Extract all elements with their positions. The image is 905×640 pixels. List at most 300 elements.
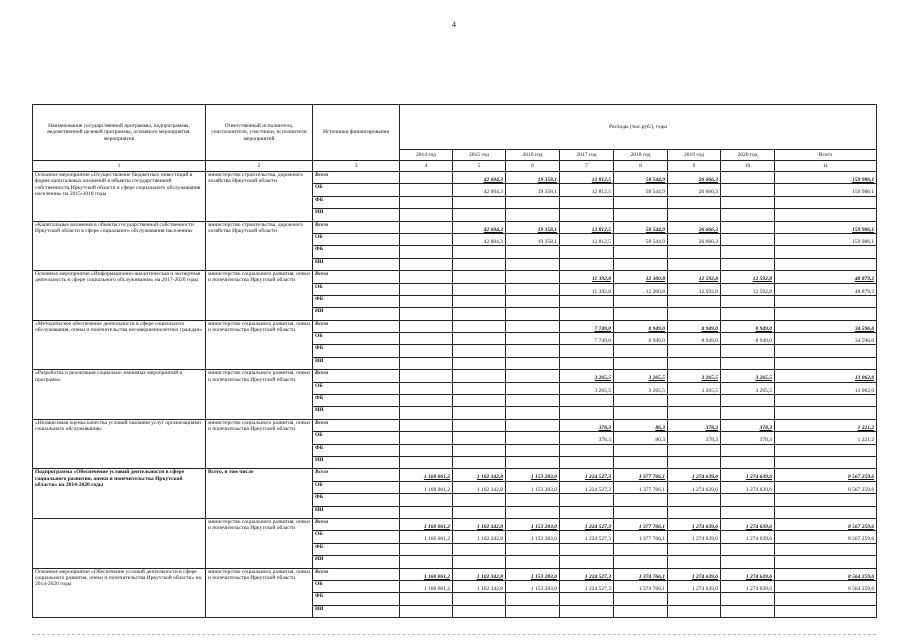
amount-cell [506,271,560,283]
executor-cell: министерство социального развития, опеки и попечительства Иркутской области [206,320,313,370]
header-year: 2017 год [560,150,614,161]
amount-cell [775,543,877,555]
amount-cell [668,345,721,357]
amount-cell [453,407,506,419]
amount-cell [775,444,877,456]
amount-cell [400,370,453,382]
amount-cell [560,556,614,568]
amount-cell [614,246,668,258]
amount-cell: 34 596,0 [775,333,877,345]
amount-cell [453,444,506,456]
amount-cell [775,605,877,617]
amount-cell: 1 274 639,6 [668,568,721,580]
amount-cell [400,432,453,444]
table-body [33,172,877,618]
amount-cell: 1 102 342,8 [453,481,506,493]
amount-cell [775,308,877,320]
amount-cell [668,258,721,270]
source-cell: Всего [313,469,400,481]
amount-cell: 1 377 766,1 [614,481,668,493]
amount-cell: 1 224 527,3 [560,568,614,580]
amount-cell [560,357,614,369]
amount-cell [400,357,453,369]
amount-cell [506,196,560,208]
amount-cell [668,196,721,208]
amount-cell: 1 160 061,2 [400,531,453,543]
amount-cell: 8 564 259,6 [775,568,877,580]
column-number: 8 [614,161,668,172]
amount-cell [668,456,721,468]
column-number: 9 [668,161,721,172]
header-expenses: Расходы (тыс.руб.), годы [400,105,877,150]
amount-cell: 159 986,1 [775,184,877,196]
source-cell: ИИ [313,506,400,518]
amount-cell: 1 224 527,3 [560,481,614,493]
amount-cell [400,233,453,245]
amount-cell [721,184,775,196]
amount-cell [400,456,453,468]
amount-cell [506,308,560,320]
source-cell: ФБ [313,196,400,208]
amount-cell: 3 265,5 [560,382,614,394]
amount-cell [506,556,560,568]
source-cell: ОБ [313,432,400,444]
amount-cell [721,543,775,555]
amount-cell [400,382,453,394]
amount-cell: 1 274 639,6 [721,518,775,530]
amount-cell [668,506,721,518]
amount-cell [506,345,560,357]
table-row [33,469,877,481]
source-cell: ОБ [313,382,400,394]
header-year: 2020 год [721,150,775,161]
source-cell: ОБ [313,184,400,196]
amount-cell [668,605,721,617]
amount-cell [721,407,775,419]
amount-cell: 1 274 639,6 [721,469,775,481]
amount-cell: 1 160 061,2 [400,481,453,493]
amount-cell [560,246,614,258]
amount-cell [721,308,775,320]
amount-cell [506,605,560,617]
amount-cell [400,407,453,419]
amount-cell [614,556,668,568]
amount-cell [721,395,775,407]
amount-cell [775,357,877,369]
amount-cell [453,258,506,270]
amount-cell [506,333,560,345]
table-row [33,221,877,233]
amount-cell [453,593,506,605]
amount-cell: 12 592,8 [668,283,721,295]
amount-cell: 1 374 766,1 [614,568,668,580]
amount-cell: 378,3 [721,432,775,444]
amount-cell [400,209,453,221]
amount-cell [721,593,775,605]
amount-cell [560,593,614,605]
amount-cell [775,407,877,419]
amount-cell [453,432,506,444]
executor-cell: министерство социального развития, опеки и попечительства Иркутской области [206,419,313,469]
header-year: 2019 год [668,150,721,161]
amount-cell [614,494,668,506]
amount-cell: 378,3 [668,419,721,431]
column-number: 10 [721,161,775,172]
amount-cell [560,258,614,270]
amount-cell [721,221,775,233]
program-name-cell: «Методическое обеспечение деятельности в сфере социального обслуживания, опеки и попечительства несовершеннолетних граждан» [33,320,206,370]
amount-cell: 1 153 283,0 [506,481,560,493]
amount-cell: 86,3 [614,419,668,431]
amount-cell: 11 392,8 [560,271,614,283]
amount-cell [400,320,453,332]
amount-cell [453,320,506,332]
amount-cell [506,432,560,444]
amount-cell [506,295,560,307]
amount-cell: 1 102 342,8 [453,580,506,592]
amount-cell: 3 265,5 [560,370,614,382]
amount-cell: 1 274 639,6 [721,580,775,592]
program-name-cell: Основное мероприятие «Обеспечение условий деятельности в сфере социального развития, опеки и попечительства Иркутской области» на 2014-2020 годы [33,568,206,618]
amount-cell: 1 102 342,8 [453,568,506,580]
amount-cell [668,246,721,258]
amount-cell [614,258,668,270]
source-cell: Всего [313,172,400,184]
amount-cell [506,407,560,419]
amount-cell [560,308,614,320]
header-year: 2015 год [453,150,506,161]
table-row [33,370,877,382]
amount-cell: 26 666,3 [668,184,721,196]
amount-cell: 12 592,8 [668,271,721,283]
amount-cell [614,295,668,307]
amount-cell [453,196,506,208]
amount-cell: 3 265,5 [721,382,775,394]
column-number: 6 [506,161,560,172]
source-cell: ИИ [313,556,400,568]
amount-cell [453,494,506,506]
amount-cell [453,395,506,407]
amount-cell: 8 567 259,6 [775,531,877,543]
amount-cell [453,556,506,568]
executor-cell: министерство социального развития, опеки и попечительства Иркутской области [206,271,313,321]
amount-cell [614,593,668,605]
column-number: 2 [206,161,313,172]
amount-cell: 159 986,1 [775,233,877,245]
column-number: 5 [453,161,506,172]
amount-cell [453,209,506,221]
source-cell: ФБ [313,295,400,307]
amount-cell [400,196,453,208]
amount-cell: 1 160 061,2 [400,469,453,481]
amount-cell [560,345,614,357]
amount-cell: 13 062,0 [775,370,877,382]
amount-cell [775,196,877,208]
amount-cell [775,209,877,221]
program-name-cell: Подпрограмма «Обеспечение условий деятельности в сфере социального развития, опеки и попечительства Иркутской области» на 2014-2020 годы [33,469,206,519]
amount-cell [400,333,453,345]
amount-cell [775,456,877,468]
column-number: 4 [400,161,453,172]
amount-cell [668,444,721,456]
executor-cell: министерство социального развития, опеки и попечительства Иркутской области [206,370,313,420]
source-cell: ФБ [313,593,400,605]
amount-cell: 378,3 [560,432,614,444]
amount-cell: 1 160 061,2 [400,518,453,530]
source-cell: ИИ [313,209,400,221]
source-cell: ФБ [313,345,400,357]
amount-cell [560,444,614,456]
amount-cell [775,395,877,407]
amount-cell: 1 102 342,8 [453,531,506,543]
amount-cell: 1 374 766,1 [614,580,668,592]
amount-cell [668,295,721,307]
amount-cell [775,593,877,605]
amount-cell [453,506,506,518]
amount-cell: 1 153 283,0 [506,469,560,481]
amount-cell: 1 377 766,1 [614,469,668,481]
program-name-cell: «Капитальные вложения в объекты государственной собственности Иркутской области в сфере социального обслуживания населения» [33,221,206,271]
amount-cell [721,233,775,245]
amount-cell [400,258,453,270]
amount-cell: 1 377 766,1 [614,518,668,530]
table-row [33,568,877,580]
amount-cell: 8 564 259,6 [775,580,877,592]
amount-cell [775,345,877,357]
amount-cell [614,357,668,369]
amount-cell: 12 300,8 [614,283,668,295]
amount-cell: 48 879,2 [775,283,877,295]
amount-cell: 1 221,2 [775,419,877,431]
amount-cell: 159 986,1 [775,221,877,233]
amount-cell [721,209,775,221]
amount-cell: 1 153 283,0 [506,518,560,530]
amount-cell [453,246,506,258]
amount-cell [506,506,560,518]
amount-cell [453,283,506,295]
amount-cell: 1 274 639,6 [721,568,775,580]
source-cell: Всего [313,221,400,233]
amount-cell [453,456,506,468]
amount-cell: 19 358,1 [506,233,560,245]
executor-cell: министерство строительства, дорожного хозяйства Иркутской области [206,221,313,271]
amount-cell [668,543,721,555]
header-program: Наименование государственной программы, подпрограммы, ведомственной целевой программы, основного мероприятия, мероприятия [33,105,206,161]
amount-cell: 11 392,8 [560,283,614,295]
amount-cell [721,357,775,369]
amount-cell [453,308,506,320]
source-cell: Всего [313,320,400,332]
amount-cell: 26 666,3 [668,221,721,233]
amount-cell [614,395,668,407]
amount-cell: 3 265,5 [668,370,721,382]
amount-cell: 378,3 [721,419,775,431]
amount-cell [775,506,877,518]
amount-cell [453,382,506,394]
amount-cell: 1 274 639,6 [668,469,721,481]
source-cell: ОБ [313,531,400,543]
source-cell: ОБ [313,283,400,295]
amount-cell: 7 749,0 [560,320,614,332]
table-header [33,105,877,172]
amount-cell [453,295,506,307]
source-cell: ОБ [313,233,400,245]
amount-cell [400,172,453,184]
amount-cell: 12 812,5 [560,172,614,184]
header-year: 2014 год [400,150,453,161]
amount-cell [560,407,614,419]
amount-cell: 1 377 766,1 [614,531,668,543]
amount-cell [721,444,775,456]
program-name-cell: Основное мероприятие «Осуществление бюджетных инвестиций в форме капитальных вложений в объекты государственной собственности Иркутской области в сфере социального обслуживания населения» на 2015-2018 годы [33,172,206,222]
amount-cell: 1 224 527,3 [560,580,614,592]
amount-cell: 7 749,0 [560,333,614,345]
amount-cell [721,494,775,506]
source-cell: ФБ [313,395,400,407]
amount-cell [560,395,614,407]
source-cell: ИИ [313,407,400,419]
amount-cell: 8 567 259,6 [775,481,877,493]
amount-cell [560,506,614,518]
amount-cell [721,345,775,357]
amount-cell [668,395,721,407]
amount-cell: 42 604,3 [453,221,506,233]
header-year: 2016 год [506,150,560,161]
amount-cell: 26 666,3 [668,233,721,245]
expenses-table [32,104,877,618]
amount-cell: 12 812,5 [560,233,614,245]
amount-cell: 1 153 283,0 [506,580,560,592]
amount-cell [668,357,721,369]
amount-cell: 12 592,8 [721,283,775,295]
amount-cell [506,320,560,332]
amount-cell [453,543,506,555]
amount-cell: 8 949,0 [668,333,721,345]
amount-cell [668,308,721,320]
amount-cell: 3 265,5 [721,370,775,382]
source-cell: ИИ [313,456,400,468]
amount-cell: 8 567 259,6 [775,518,877,530]
amount-cell [506,543,560,555]
source-cell: Всего [313,568,400,580]
header-year: 2018 год [614,150,668,161]
amount-cell: 13 062,0 [775,382,877,394]
amount-cell: 42 604,3 [453,233,506,245]
amount-cell: 1 274 639,6 [721,531,775,543]
source-cell: ОБ [313,333,400,345]
amount-cell [560,196,614,208]
amount-cell: 58 544,9 [614,233,668,245]
amount-cell [721,196,775,208]
amount-cell [614,456,668,468]
amount-cell [668,593,721,605]
amount-cell: 3 265,5 [668,382,721,394]
amount-cell: 12 592,8 [721,271,775,283]
amount-cell [560,605,614,617]
amount-cell: 1 102 342,8 [453,518,506,530]
amount-cell [614,345,668,357]
column-number: 3 [313,161,400,172]
amount-cell [400,556,453,568]
amount-cell [721,506,775,518]
executor-cell: министерство социального развития, опеки и попечительства Иркутской области [206,518,313,568]
amount-cell: 26 666,3 [668,172,721,184]
program-name-cell: «Независимая оценка качества условий оказания услуг организациями социального обслуживания» [33,419,206,469]
amount-cell: 48 879,2 [775,271,877,283]
amount-cell [400,283,453,295]
amount-cell: 8 949,0 [614,333,668,345]
header-executor: Ответственный исполнитель, соисполнители, участники, исполнители мероприятий [206,105,313,161]
column-number: 7 [560,161,614,172]
amount-cell [506,456,560,468]
amount-cell [506,444,560,456]
amount-cell [400,221,453,233]
amount-cell [400,308,453,320]
amount-cell [453,419,506,431]
amount-cell [506,395,560,407]
amount-cell: 12 812,5 [560,221,614,233]
amount-cell [721,556,775,568]
amount-cell [775,246,877,258]
table-row [33,320,877,332]
amount-cell [506,370,560,382]
amount-cell: 1 160 061,2 [400,580,453,592]
source-cell: Всего [313,419,400,431]
amount-cell [668,209,721,221]
page-bottom-edge [32,634,876,635]
amount-cell: 1 274 639,6 [668,580,721,592]
amount-cell [668,407,721,419]
amount-cell: 8 949,0 [721,320,775,332]
amount-cell [775,556,877,568]
amount-cell [506,283,560,295]
header-year: Всего [775,150,877,161]
amount-cell [400,543,453,555]
amount-cell [400,295,453,307]
column-number: 11 [775,161,877,172]
source-cell: ОБ [313,481,400,493]
amount-cell: 1 224 527,3 [560,469,614,481]
source-cell: ФБ [313,444,400,456]
amount-cell: 42 604,3 [453,184,506,196]
source-cell: Всего [313,271,400,283]
amount-cell [721,605,775,617]
table-row [33,172,877,184]
amount-cell [614,407,668,419]
amount-cell: 86,3 [614,432,668,444]
amount-cell [506,419,560,431]
amount-cell: 378,3 [560,419,614,431]
amount-cell [668,494,721,506]
amount-cell [400,184,453,196]
amount-cell [453,357,506,369]
executor-cell: министерство строительства, дорожного хозяйства Иркутской области [206,172,313,222]
amount-cell [614,308,668,320]
amount-cell: 1 153 283,0 [506,568,560,580]
amount-cell [506,209,560,221]
amount-cell [400,419,453,431]
amount-cell: 1 274 639,6 [668,481,721,493]
amount-cell: 1 221,2 [775,432,877,444]
amount-cell [453,345,506,357]
amount-cell [775,494,877,506]
amount-cell [400,506,453,518]
amount-cell: 1 102 342,8 [453,469,506,481]
executor-cell: Всего, в том числе [206,469,313,519]
table-row [33,419,877,431]
amount-cell: 12 300,8 [614,271,668,283]
amount-cell [614,196,668,208]
